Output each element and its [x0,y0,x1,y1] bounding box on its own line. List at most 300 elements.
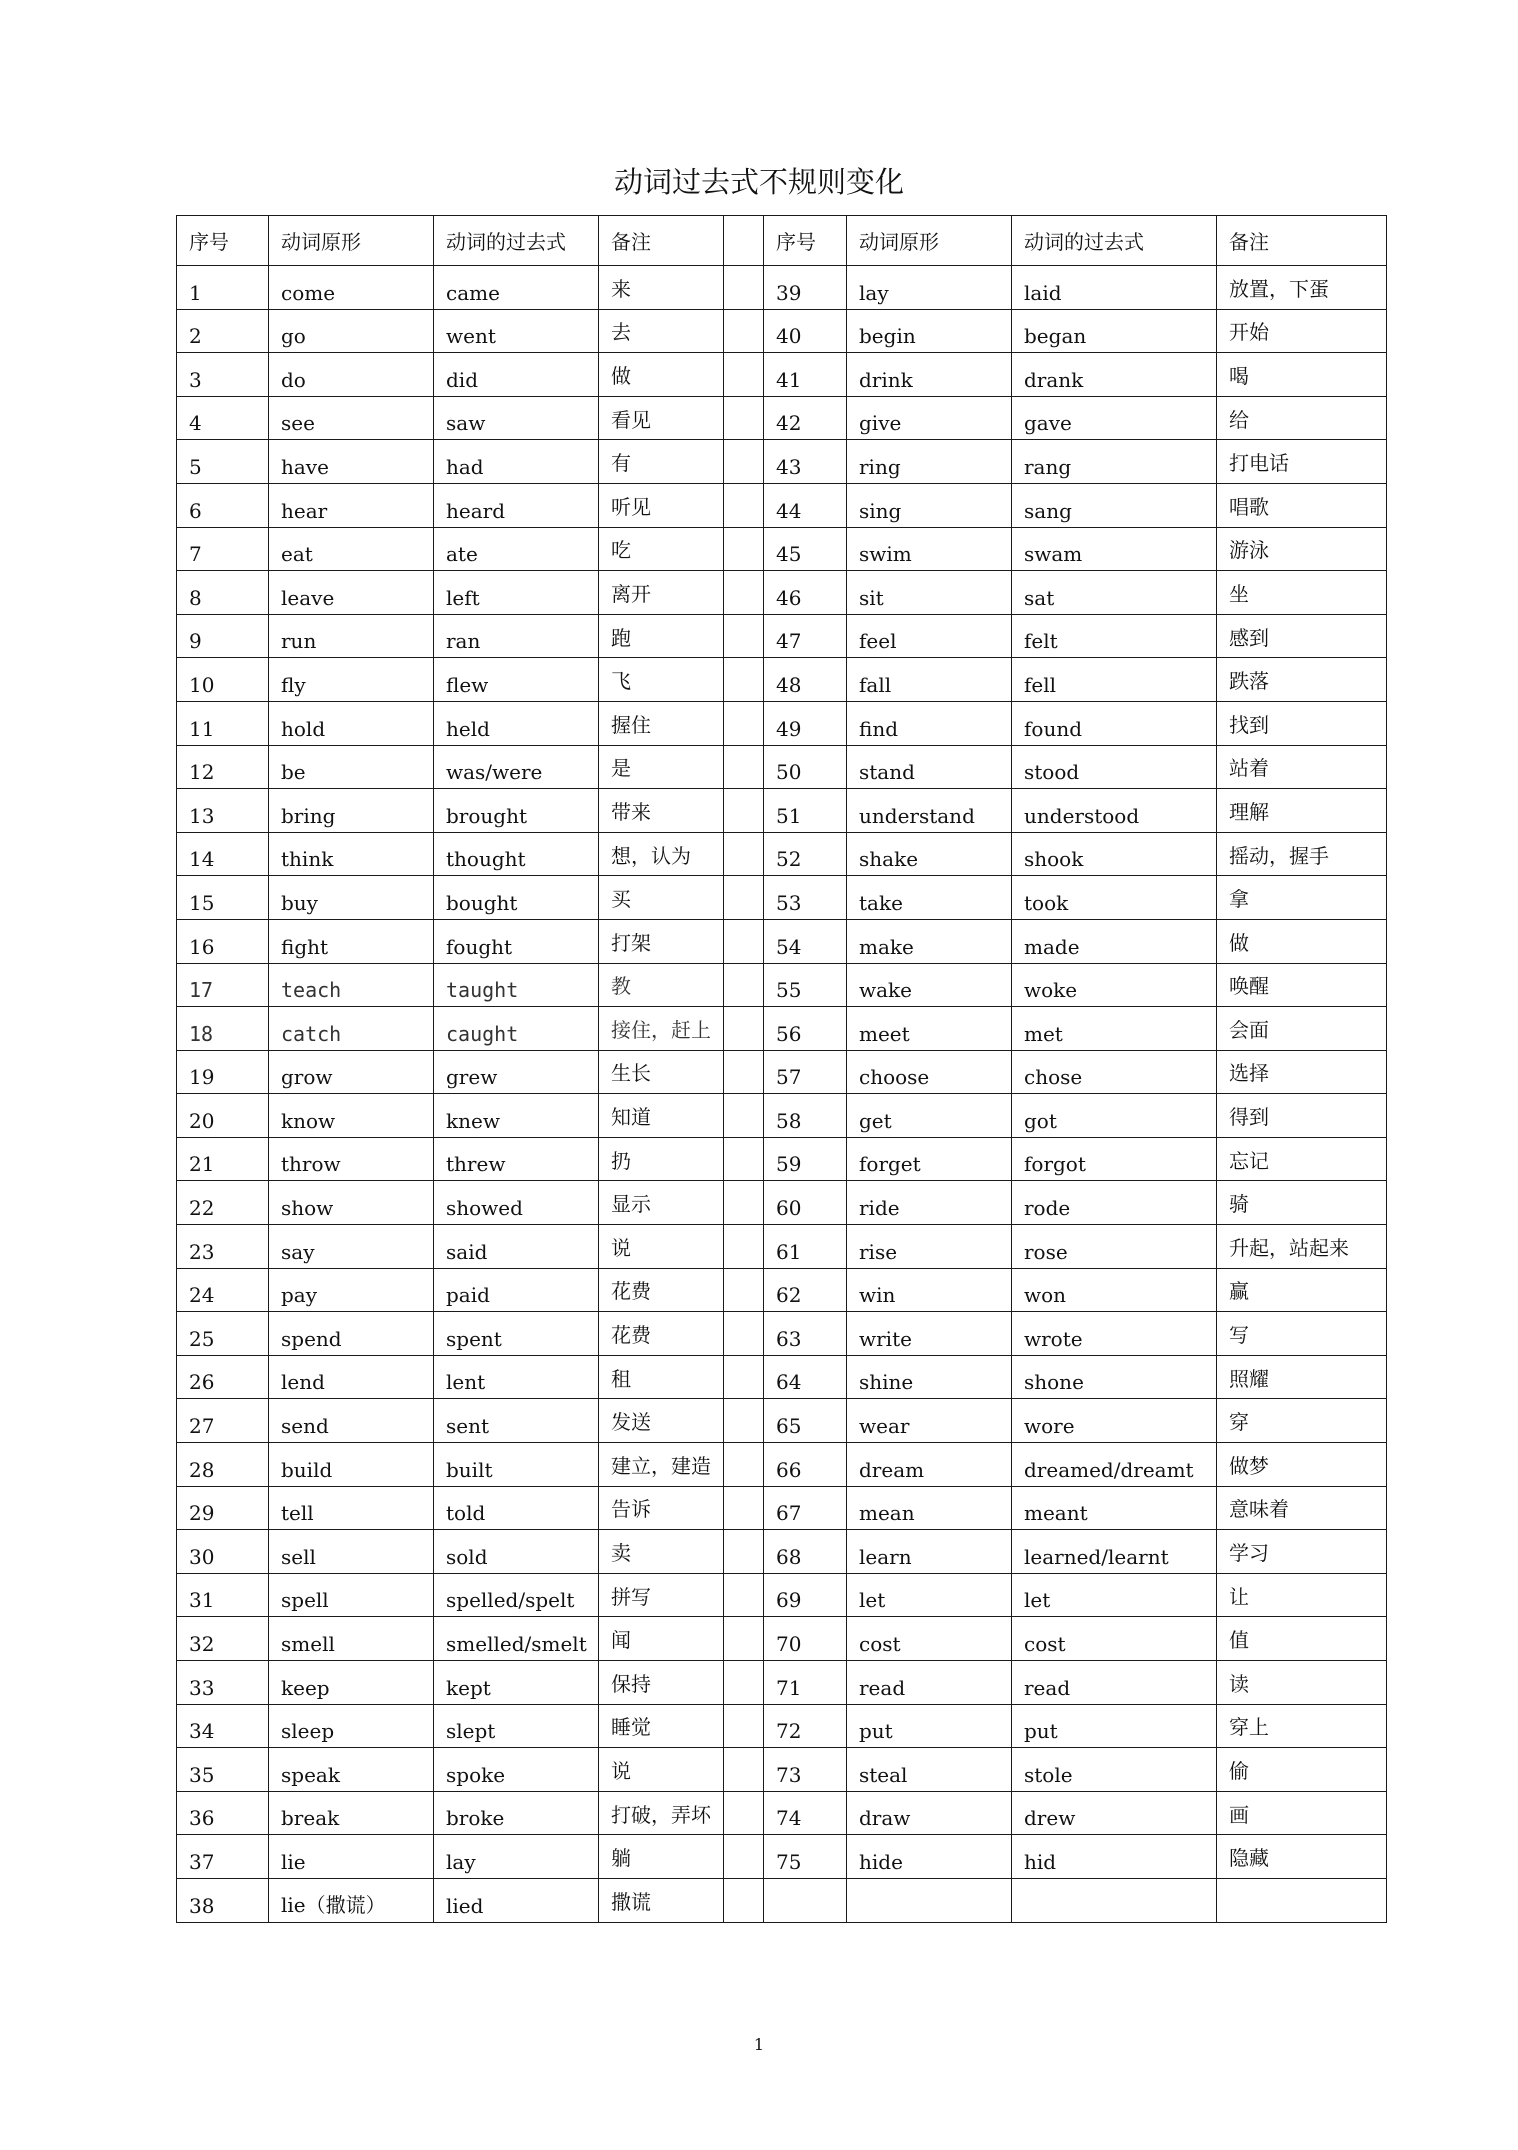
cell-base: hear [269,483,434,527]
header-past: 动词的过去式 [434,216,599,266]
cell-base: speak [269,1748,434,1792]
cell-base: let [847,1573,1012,1617]
cell-base: ride [847,1181,1012,1225]
cell-base: hide [847,1835,1012,1879]
cell-no: 42 [764,396,847,440]
cell-note: 照耀 [1217,1355,1387,1399]
cell-past: slept [434,1704,599,1748]
table-row [177,440,1387,484]
column-gap [724,1704,764,1748]
cell-note: 写 [1217,1312,1387,1356]
cell-note: 开始 [1217,309,1387,353]
cell-note: 教 [599,963,724,1007]
cell-past: wore [1012,1399,1217,1443]
cell-base: bring [269,789,434,833]
cell-base: learn [847,1530,1012,1574]
cell-past: sold [434,1530,599,1574]
cell-note: 带来 [599,789,724,833]
cell-no: 31 [177,1573,269,1617]
column-gap [724,1399,764,1443]
cell-no: 8 [177,571,269,615]
cell-note: 赢 [1217,1268,1387,1312]
cell-base: dream [847,1443,1012,1487]
cell-past: bought [434,876,599,920]
cell-note: 睡觉 [599,1704,724,1748]
cell-note: 画 [1217,1791,1387,1835]
cell-past: meant [1012,1486,1217,1530]
cell-base: meet [847,1007,1012,1051]
column-gap [724,1661,764,1705]
cell-base: do [269,353,434,397]
cell-base: lie（撒谎） [269,1878,434,1922]
cell-note: 握住 [599,701,724,745]
column-gap [724,353,764,397]
cell-no: 34 [177,1704,269,1748]
cell-past: did [434,353,599,397]
table-row [177,963,1387,1007]
cell-no: 41 [764,353,847,397]
cell-base: fly [269,658,434,702]
cell-note: 做 [1217,919,1387,963]
cell-no: 55 [764,963,847,1007]
cell-base: drink [847,353,1012,397]
cell-note: 穿 [1217,1399,1387,1443]
cell-past: grew [434,1050,599,1094]
cell-past: forgot [1012,1137,1217,1181]
cell-note: 想，认为 [599,832,724,876]
table-header-row [177,216,1387,266]
cell-past: spent [434,1312,599,1356]
cell-note: 学习 [1217,1530,1387,1574]
cell-past: told [434,1486,599,1530]
cell-base: smell [269,1617,434,1661]
header-no: 序号 [764,216,847,266]
column-gap [724,1617,764,1661]
cell-past: held [434,701,599,745]
cell-base: grow [269,1050,434,1094]
table-row [177,1443,1387,1487]
cell-base: sleep [269,1704,434,1748]
cell-base: send [269,1399,434,1443]
cell-base: come [269,266,434,310]
cell-note: 得到 [1217,1094,1387,1138]
column-gap [724,527,764,571]
table-row [177,1704,1387,1748]
cell-note: 理解 [1217,789,1387,833]
cell-note: 给 [1217,396,1387,440]
cell-past [1012,1878,1217,1922]
column-gap [724,701,764,745]
cell-note: 看见 [599,396,724,440]
column-gap [724,789,764,833]
table-row [177,527,1387,571]
cell-past: found [1012,701,1217,745]
cell-no: 11 [177,701,269,745]
cell-base: see [269,396,434,440]
cell-past: felt [1012,614,1217,658]
column-gap [724,832,764,876]
column-gap [724,440,764,484]
cell-base: find [847,701,1012,745]
cell-note: 闻 [599,1617,724,1661]
cell-base: shine [847,1355,1012,1399]
cell-base: teach [269,963,434,1007]
cell-no: 53 [764,876,847,920]
column-gap [724,963,764,1007]
page-number: 1 [753,2035,765,2054]
cell-base: go [269,309,434,353]
cell-past: rode [1012,1181,1217,1225]
cell-no: 5 [177,440,269,484]
cell-no: 2 [177,309,269,353]
cell-note: 骑 [1217,1181,1387,1225]
cell-past: was/were [434,745,599,789]
cell-base: feel [847,614,1012,658]
cell-note: 选择 [1217,1050,1387,1094]
cell-note: 去 [599,309,724,353]
cell-no: 60 [764,1181,847,1225]
cell-no: 72 [764,1704,847,1748]
table-row [177,1137,1387,1181]
cell-no: 36 [177,1791,269,1835]
table-row [177,1791,1387,1835]
cell-no: 75 [764,1835,847,1879]
table-row [177,1617,1387,1661]
cell-no: 64 [764,1355,847,1399]
cell-past: built [434,1443,599,1487]
cell-past: gave [1012,396,1217,440]
cell-no: 13 [177,789,269,833]
cell-base: pay [269,1268,434,1312]
cell-note: 花费 [599,1268,724,1312]
cell-no: 23 [177,1225,269,1269]
cell-past: caught [434,1007,599,1051]
cell-base: show [269,1181,434,1225]
cell-base: fight [269,919,434,963]
column-gap [724,1137,764,1181]
cell-note: 花费 [599,1312,724,1356]
cell-no: 47 [764,614,847,658]
cell-base: throw [269,1137,434,1181]
cell-base: lie [269,1835,434,1879]
column-gap [724,658,764,702]
cell-note: 让 [1217,1573,1387,1617]
cell-base: cost [847,1617,1012,1661]
table-row [177,571,1387,615]
cell-past: fought [434,919,599,963]
cell-no: 30 [177,1530,269,1574]
cell-base: have [269,440,434,484]
cell-past: took [1012,876,1217,920]
cell-no: 37 [177,1835,269,1879]
cell-past: stole [1012,1748,1217,1792]
cell-base: draw [847,1791,1012,1835]
cell-base: get [847,1094,1012,1138]
cell-no: 44 [764,483,847,527]
cell-past: had [434,440,599,484]
cell-note: 拿 [1217,876,1387,920]
cell-no: 49 [764,701,847,745]
cell-past: made [1012,919,1217,963]
cell-base: mean [847,1486,1012,1530]
table-row [177,1748,1387,1792]
table-row [177,919,1387,963]
cell-past: got [1012,1094,1217,1138]
cell-past: rose [1012,1225,1217,1269]
cell-no: 56 [764,1007,847,1051]
table-row [177,789,1387,833]
cell-no: 63 [764,1312,847,1356]
cell-base: hold [269,701,434,745]
cell-past: paid [434,1268,599,1312]
cell-past: rang [1012,440,1217,484]
cell-note: 卖 [599,1530,724,1574]
cell-no: 1 [177,266,269,310]
cell-note: 坐 [1217,571,1387,615]
cell-no: 68 [764,1530,847,1574]
cell-no [764,1878,847,1922]
table-row [177,1878,1387,1922]
cell-past: swam [1012,527,1217,571]
cell-past: lay [434,1835,599,1879]
cell-base: sing [847,483,1012,527]
cell-note: 接住，赶上 [599,1007,724,1051]
cell-no: 54 [764,919,847,963]
cell-past: threw [434,1137,599,1181]
table-row [177,1661,1387,1705]
cell-past: ran [434,614,599,658]
cell-no: 10 [177,658,269,702]
cell-base: say [269,1225,434,1269]
cell-note: 打电话 [1217,440,1387,484]
cell-note: 隐藏 [1217,1835,1387,1879]
cell-past: thought [434,832,599,876]
cell-base: sell [269,1530,434,1574]
cell-note: 听见 [599,483,724,527]
cell-note: 做 [599,353,724,397]
cell-no: 19 [177,1050,269,1094]
cell-past: came [434,266,599,310]
cell-note: 摇动，握手 [1217,832,1387,876]
cell-base: swim [847,527,1012,571]
cell-past: went [434,309,599,353]
table-row [177,483,1387,527]
cell-no: 62 [764,1268,847,1312]
cell-no: 33 [177,1661,269,1705]
cell-past: met [1012,1007,1217,1051]
cell-note: 撒谎 [599,1878,724,1922]
column-gap [724,1268,764,1312]
cell-no: 9 [177,614,269,658]
column-gap [724,614,764,658]
cell-base: rise [847,1225,1012,1269]
cell-past: let [1012,1573,1217,1617]
table-row [177,353,1387,397]
cell-past: laid [1012,266,1217,310]
header-note: 备注 [599,216,724,266]
header-note: 备注 [1217,216,1387,266]
cell-no: 24 [177,1268,269,1312]
cell-base: give [847,396,1012,440]
cell-past: chose [1012,1050,1217,1094]
cell-no: 73 [764,1748,847,1792]
cell-note: 告诉 [599,1486,724,1530]
table-row [177,266,1387,310]
cell-past: sat [1012,571,1217,615]
cell-base: shake [847,832,1012,876]
table-row [177,1573,1387,1617]
cell-no: 18 [177,1007,269,1051]
cell-past: showed [434,1181,599,1225]
cell-no: 20 [177,1094,269,1138]
cell-note: 是 [599,745,724,789]
cell-past: hid [1012,1835,1217,1879]
table-row [177,832,1387,876]
cell-past: read [1012,1661,1217,1705]
table-row [177,1312,1387,1356]
cell-no: 4 [177,396,269,440]
cell-past: sang [1012,483,1217,527]
cell-note: 买 [599,876,724,920]
column-gap [724,216,764,266]
cell-past: kept [434,1661,599,1705]
cell-note: 打架 [599,919,724,963]
cell-base: wake [847,963,1012,1007]
table-row [177,1355,1387,1399]
cell-note: 唤醒 [1217,963,1387,1007]
cell-past: dreamed/dreamt [1012,1443,1217,1487]
column-gap [724,1791,764,1835]
cell-no: 52 [764,832,847,876]
cell-no: 27 [177,1399,269,1443]
cell-past: spoke [434,1748,599,1792]
cell-past: shone [1012,1355,1217,1399]
cell-note: 租 [599,1355,724,1399]
header-base: 动词原形 [847,216,1012,266]
table-row [177,876,1387,920]
cell-base: ring [847,440,1012,484]
cell-note: 游泳 [1217,527,1387,571]
cell-no: 65 [764,1399,847,1443]
cell-past: left [434,571,599,615]
cell-past: knew [434,1094,599,1138]
column-gap [724,745,764,789]
cell-past: broke [434,1791,599,1835]
table-row [177,1225,1387,1269]
cell-base: understand [847,789,1012,833]
cell-past: fell [1012,658,1217,702]
cell-past: spelled/spelt [434,1573,599,1617]
cell-past: put [1012,1704,1217,1748]
cell-base: sit [847,571,1012,615]
cell-base: leave [269,571,434,615]
cell-past: wrote [1012,1312,1217,1356]
cell-base: buy [269,876,434,920]
cell-no: 26 [177,1355,269,1399]
cell-base: put [847,1704,1012,1748]
cell-note: 忘记 [1217,1137,1387,1181]
cell-past: shook [1012,832,1217,876]
cell-base: eat [269,527,434,571]
cell-no: 69 [764,1573,847,1617]
cell-note [1217,1878,1387,1922]
cell-base: forget [847,1137,1012,1181]
table-row [177,745,1387,789]
cell-no: 35 [177,1748,269,1792]
cell-base: keep [269,1661,434,1705]
column-gap [724,876,764,920]
cell-base: read [847,1661,1012,1705]
column-gap [724,1443,764,1487]
cell-no: 74 [764,1791,847,1835]
cell-note: 吃 [599,527,724,571]
cell-past: won [1012,1268,1217,1312]
cell-no: 28 [177,1443,269,1487]
cell-past: drew [1012,1791,1217,1835]
cell-no: 14 [177,832,269,876]
verb-table-body [177,216,1387,1923]
cell-no: 43 [764,440,847,484]
column-gap [724,1312,764,1356]
table-row [177,1835,1387,1879]
cell-base: make [847,919,1012,963]
cell-past: lent [434,1355,599,1399]
cell-base: write [847,1312,1012,1356]
cell-no: 16 [177,919,269,963]
table-row [177,309,1387,353]
cell-note: 飞 [599,658,724,702]
column-gap [724,1573,764,1617]
cell-base: think [269,832,434,876]
table-row [177,1486,1387,1530]
column-gap [724,919,764,963]
cell-base: win [847,1268,1012,1312]
cell-note: 穿上 [1217,1704,1387,1748]
verb-table [176,215,1387,1923]
table-row [177,396,1387,440]
cell-no: 51 [764,789,847,833]
column-gap [724,1486,764,1530]
cell-base: build [269,1443,434,1487]
column-gap [724,483,764,527]
cell-no: 66 [764,1443,847,1487]
cell-base: break [269,1791,434,1835]
page-title: 动词过去式不规则变化 [613,165,904,199]
column-gap [724,1878,764,1922]
cell-base: steal [847,1748,1012,1792]
cell-past: cost [1012,1617,1217,1661]
cell-no: 59 [764,1137,847,1181]
cell-no: 40 [764,309,847,353]
cell-past: ate [434,527,599,571]
cell-no: 67 [764,1486,847,1530]
cell-note: 离开 [599,571,724,615]
cell-note: 升起，站起来 [1217,1225,1387,1269]
cell-note: 发送 [599,1399,724,1443]
table-row [177,701,1387,745]
cell-note: 会面 [1217,1007,1387,1051]
cell-no: 46 [764,571,847,615]
cell-note: 说 [599,1748,724,1792]
table-row [177,614,1387,658]
cell-past: brought [434,789,599,833]
cell-past: smelled/smelt [434,1617,599,1661]
cell-past: lied [434,1878,599,1922]
cell-no: 50 [764,745,847,789]
cell-note: 喝 [1217,353,1387,397]
cell-no: 7 [177,527,269,571]
table-row [177,1050,1387,1094]
